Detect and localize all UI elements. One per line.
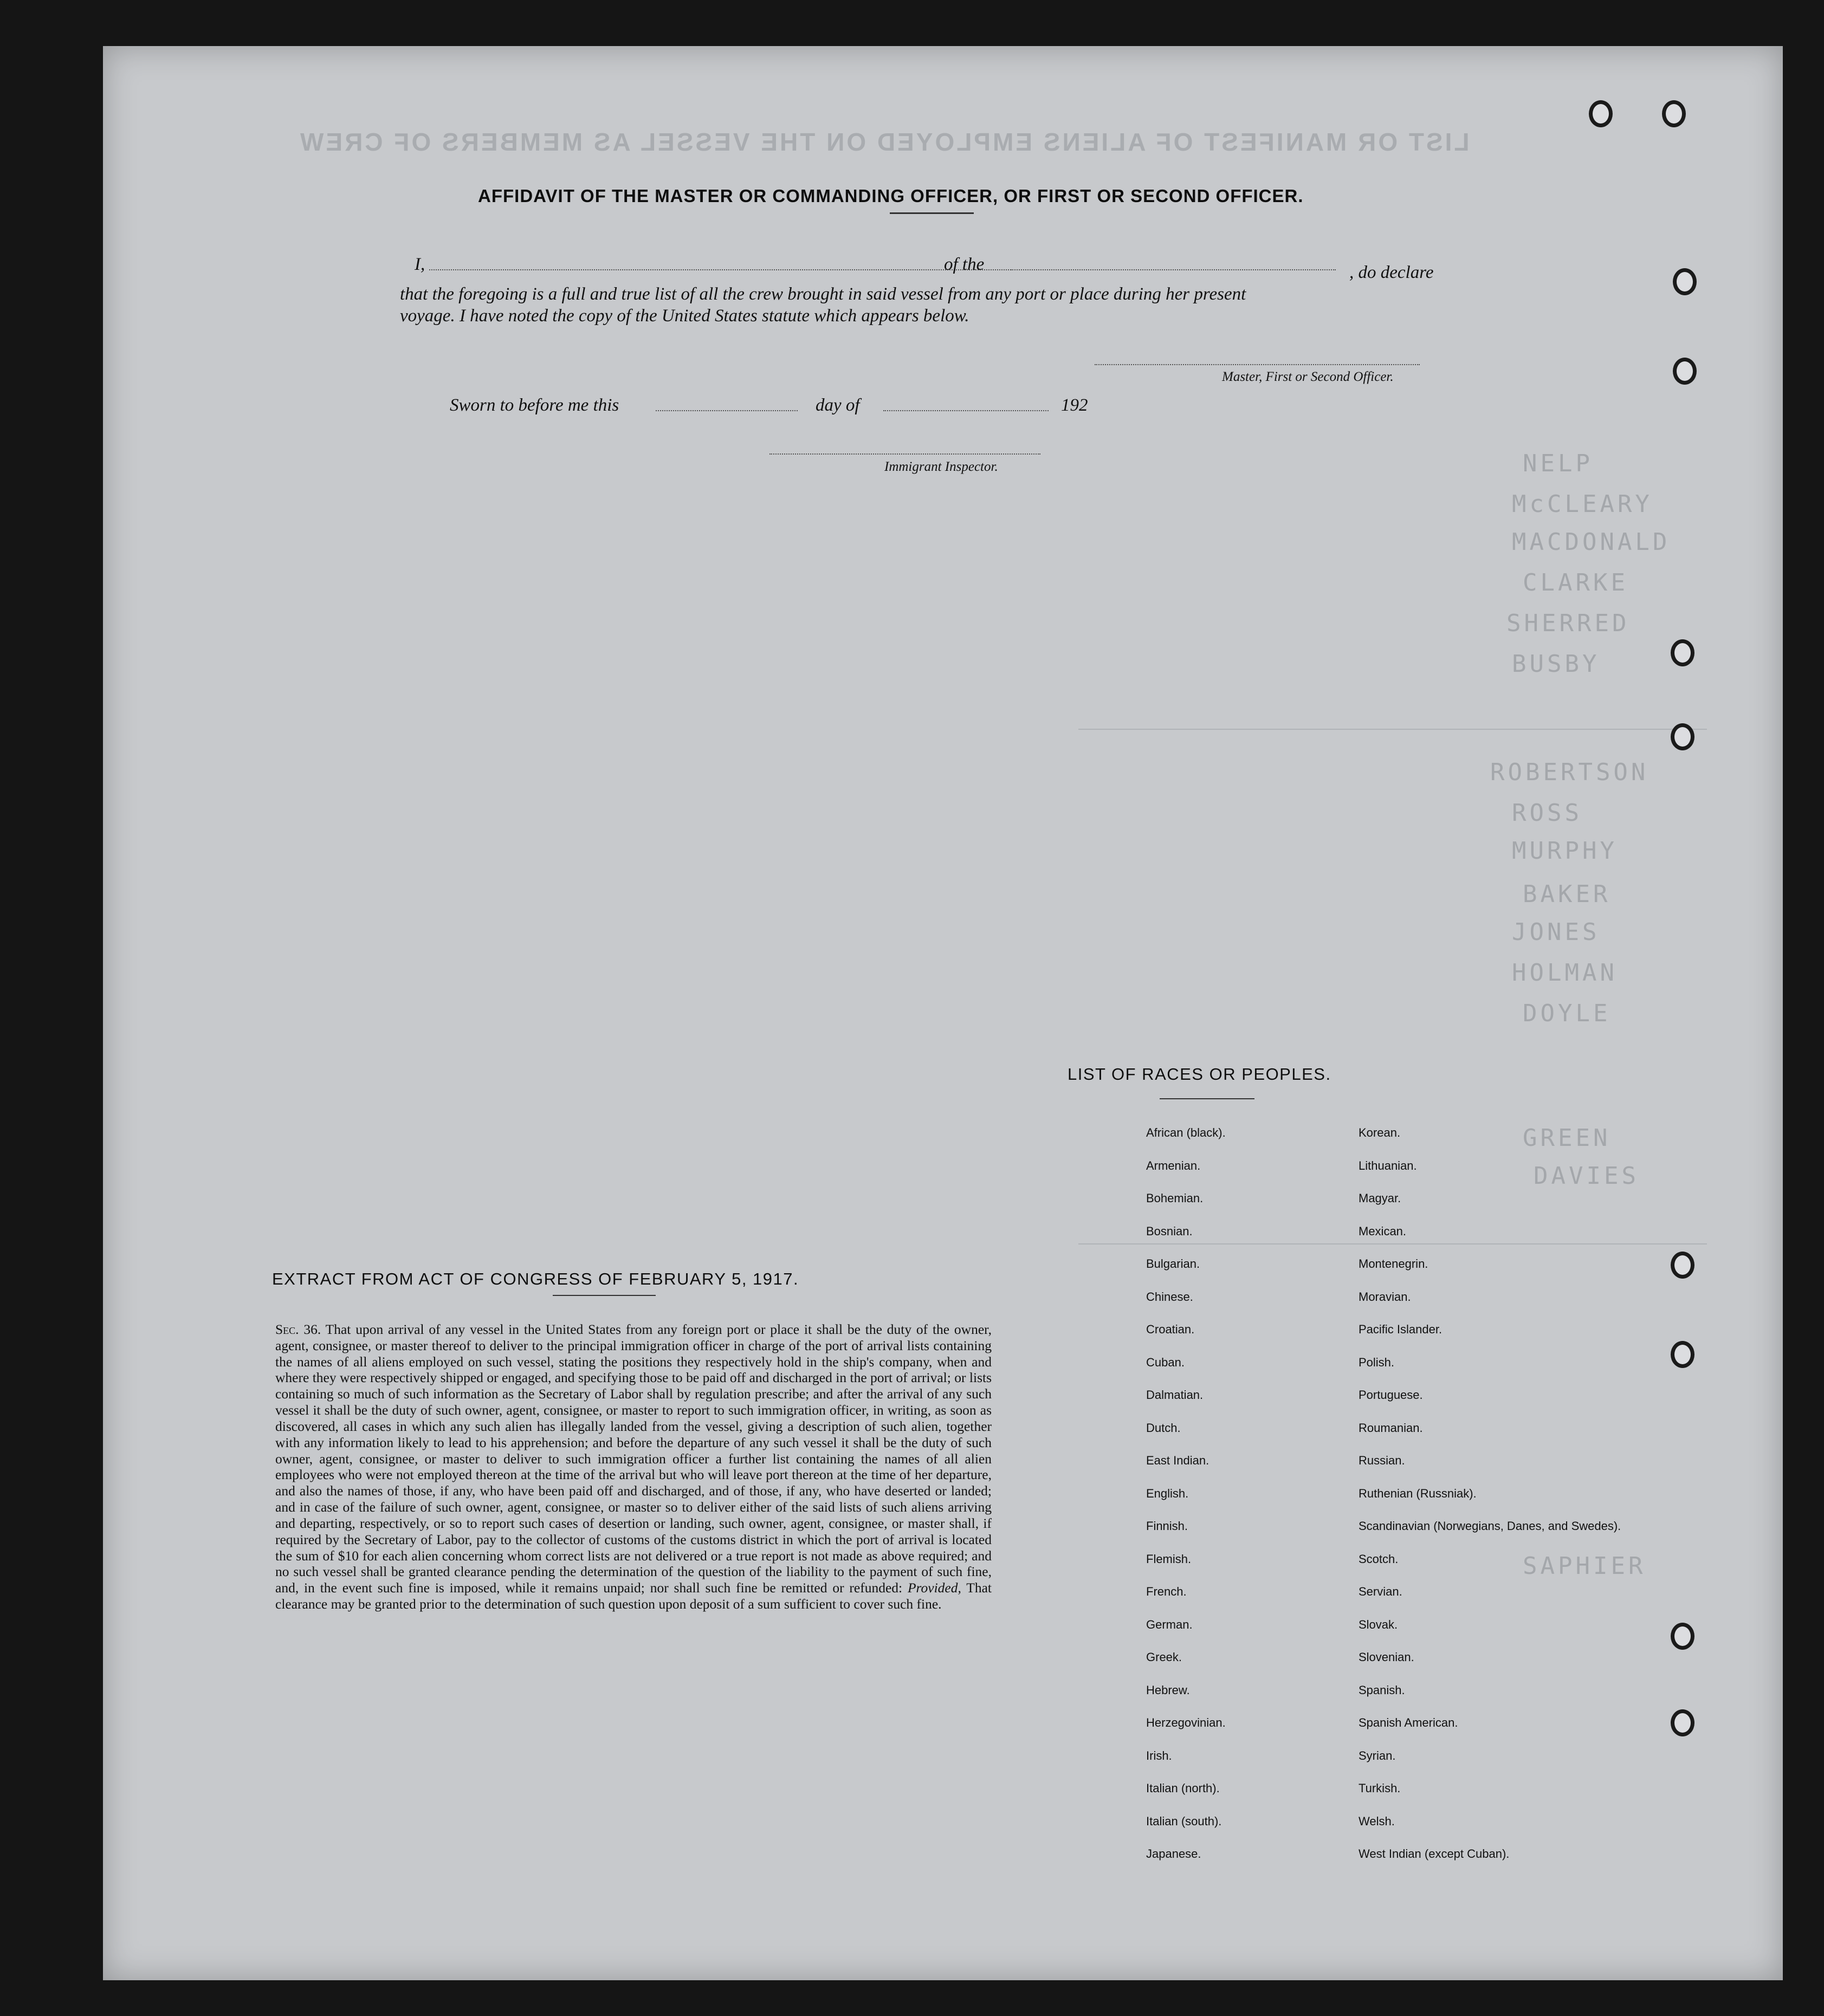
sworn-day-field[interactable]: [656, 410, 798, 411]
race-item: Lithuanian.: [1359, 1158, 1417, 1172]
punch-hole: [1671, 1252, 1694, 1279]
bleed-name: CLARKE: [1523, 569, 1628, 597]
race-item: African (black).: [1146, 1126, 1226, 1139]
section-number: Sec. 36.: [275, 1321, 321, 1337]
extract-body: [275, 1321, 992, 1612]
race-item: Welsh.: [1359, 1814, 1395, 1828]
affidavit-text-line2: voyage. I have noted the copy of the United States statute which appears below.: [400, 306, 969, 326]
bleed-name: McCLEARY: [1512, 490, 1653, 518]
punch-hole: [1671, 723, 1694, 750]
master-signature-label: Master, First or Second Officer.: [1222, 370, 1394, 384]
race-item: Bulgarian.: [1146, 1257, 1200, 1270]
vessel-name-field[interactable]: [1011, 269, 1336, 270]
race-item: Armenian.: [1146, 1158, 1201, 1172]
bleed-name: SHERRED: [1506, 610, 1630, 637]
punch-hole: [1662, 100, 1686, 127]
bleed-name: ROSS: [1512, 799, 1582, 827]
bleed-name: DOYLE: [1523, 1000, 1611, 1027]
bleed-name: DAVIES: [1534, 1162, 1639, 1190]
provided-word: Provided,: [907, 1580, 961, 1596]
race-item: Korean.: [1359, 1126, 1401, 1139]
race-item: East Indian.: [1146, 1454, 1209, 1467]
race-item: Slovenian.: [1359, 1650, 1414, 1664]
bleed-name: HOLMAN: [1512, 959, 1618, 987]
race-item: French.: [1146, 1585, 1187, 1598]
race-item: Magyar.: [1359, 1191, 1401, 1205]
race-item: German.: [1146, 1617, 1193, 1631]
race-item: Dutch.: [1146, 1421, 1181, 1435]
race-item: Polish.: [1359, 1355, 1395, 1369]
race-item: Scandinavian (Norwegians, Danes, and Swedes).: [1359, 1519, 1621, 1533]
race-item: Finnish.: [1146, 1519, 1188, 1533]
punch-hole: [1589, 100, 1613, 127]
race-item: Bohemian.: [1146, 1191, 1204, 1205]
bleed-name: NELP: [1523, 450, 1593, 477]
race-item: Chinese.: [1146, 1289, 1193, 1304]
punch-hole: [1673, 358, 1697, 385]
do-declare-label: , do declare: [1349, 263, 1434, 282]
section-text: That upon arrival of any vessel in the United States from any foreign port or place it shall be the duty of the owner, agent, consignee, or master thereof to deliver to the principal immigration officer in charge of the port of arrival lists containing the names of all aliens employed on such vessel, stating the positions they respectively hold in the ship's company, when and where they were respectively shipped or engaged, and specifying those to be paid off and discharged in the port of arrival; or lists containing so much of such information as the Secretary of Labor shall by regulation prescribe; and after the arrival of any such vessel it shall be the duty of such owner, agent, consignee, or master to report to such immigration officer, in writing, as soon as discovered, all cases in which any such alien has illegally landed from the vessel, giving a description of such alien, together with any information likely to lead to his apprehension; and before the departure of any such vessel it shall be the duty of such owner, agent, consignee, or master to deliver to such immigration officer a further list containing the names of all alien employees who were not employed thereon at the time of the arrival but who will leave port thereon at the time of her departure, and also the names of those, if any, who have been paid off and discharged, and of those, if any, who have deserted or landed; and in case of the failure of such owner, agent, consignee, or master so to deliver either of the said lists of such aliens arriving and departing, respectively, or so to report such cases of desertion or landing, such owner, agent, consignee, or master shall, if required by the Secretary of Labor, pay to the collector of customs of the customs district in which the port of arrival is located the sum of $10 for each alien concerning whom correct lists are not delivered or a true report is not made as above required; and no such vessel shall be granted clearance pending the determination of the question of the liability to the payment of such fine, and, in the event such fine is imposed, while it remains unpaid; nor shall such fine be remitted or refunded:: [275, 1321, 992, 1596]
title-underline: [890, 212, 974, 214]
race-item: Russian.: [1359, 1454, 1405, 1467]
bleed-rule: [1078, 729, 1707, 730]
bleed-name: MURPHY: [1512, 837, 1618, 865]
race-item: Roumanian.: [1359, 1421, 1423, 1435]
punch-hole: [1671, 1623, 1694, 1650]
race-item: Irish.: [1146, 1748, 1172, 1762]
race-item: Moravian.: [1359, 1289, 1411, 1304]
day-of-label: day of: [816, 396, 860, 415]
races-title-underline: [1160, 1098, 1254, 1099]
bleed-name: SAPHIER: [1523, 1552, 1646, 1580]
race-item: Portuguese.: [1359, 1388, 1423, 1402]
race-item: Bosnian.: [1146, 1224, 1193, 1238]
race-item: Mexican.: [1359, 1224, 1407, 1238]
sworn-label: Sworn to before me this: [450, 396, 619, 415]
race-item: Croatian.: [1146, 1323, 1195, 1336]
extract-title-underline: [553, 1295, 656, 1296]
race-item: Japanese.: [1146, 1847, 1201, 1861]
race-item: Italian (south).: [1146, 1814, 1222, 1828]
bleed-name: BAKER: [1523, 880, 1611, 908]
race-item: Spanish.: [1359, 1683, 1405, 1697]
master-signature-line[interactable]: [1095, 364, 1420, 365]
races-title: LIST OF RACES OR PEOPLES.: [1068, 1065, 1331, 1084]
race-item: Dalmatian.: [1146, 1388, 1204, 1402]
race-item: Hebrew.: [1146, 1683, 1190, 1697]
race-item: Ruthenian (Russniak).: [1359, 1486, 1477, 1500]
bleed-name: ROBERTSON: [1490, 759, 1649, 786]
bleed-header: LIST OR MANIFEST OF ALIENS EMPLOYED ON THE VESSEL AS MEMBERS OF CREW: [298, 128, 1470, 156]
race-item: Italian (north).: [1146, 1781, 1220, 1795]
race-item: English.: [1146, 1486, 1189, 1500]
race-item: Slovak.: [1359, 1617, 1398, 1631]
declarant-label: I,: [415, 255, 425, 274]
race-item: Greek.: [1146, 1650, 1182, 1664]
race-item: Scotch.: [1359, 1552, 1399, 1566]
bleed-rule: [1078, 1243, 1707, 1244]
punch-hole: [1671, 1709, 1694, 1736]
bleed-name: JONES: [1512, 918, 1600, 946]
sworn-month-field[interactable]: [883, 410, 1049, 411]
section-text-end: That clearance may be granted prior to the determination of such question upon deposit of a sum sufficient to cover such fine.: [275, 1580, 992, 1612]
document-page: [103, 46, 1783, 1980]
bleed-name: BUSBY: [1512, 650, 1600, 678]
affidavit-title: AFFIDAVIT OF THE MASTER OR COMMANDING OFFICER, OR FIRST OR SECOND OFFICER.: [478, 186, 1304, 206]
of-the-label: of the: [944, 255, 985, 274]
punch-hole: [1673, 268, 1697, 295]
punch-hole: [1671, 1341, 1694, 1368]
extract-title: EXTRACT FROM ACT OF CONGRESS OF FEBRUARY 5, 1917.: [272, 1269, 799, 1288]
race-item: Spanish American.: [1359, 1716, 1458, 1729]
race-item: Pacific Islander.: [1359, 1323, 1443, 1336]
race-item: Cuban.: [1146, 1355, 1185, 1369]
race-item: Flemish.: [1146, 1552, 1192, 1566]
race-item: Servian.: [1359, 1585, 1402, 1598]
year-label: 192: [1061, 396, 1088, 415]
bleed-name: MACDONALD: [1512, 528, 1671, 556]
bleed-name: GREEN: [1523, 1124, 1611, 1152]
inspector-signature-line[interactable]: [769, 453, 1040, 455]
race-item: Herzegovinian.: [1146, 1716, 1226, 1729]
affidavit-text-line1: that the foregoing is a full and true list of all the crew brought in said vessel from any port or place during her present: [400, 284, 1246, 304]
inspector-label: Immigrant Inspector.: [884, 459, 998, 474]
race-item: Syrian.: [1359, 1748, 1396, 1762]
race-item: Turkish.: [1359, 1781, 1401, 1795]
race-item: West Indian (except Cuban).: [1359, 1847, 1510, 1861]
race-item: Montenegrin.: [1359, 1257, 1428, 1270]
punch-hole: [1671, 639, 1694, 666]
